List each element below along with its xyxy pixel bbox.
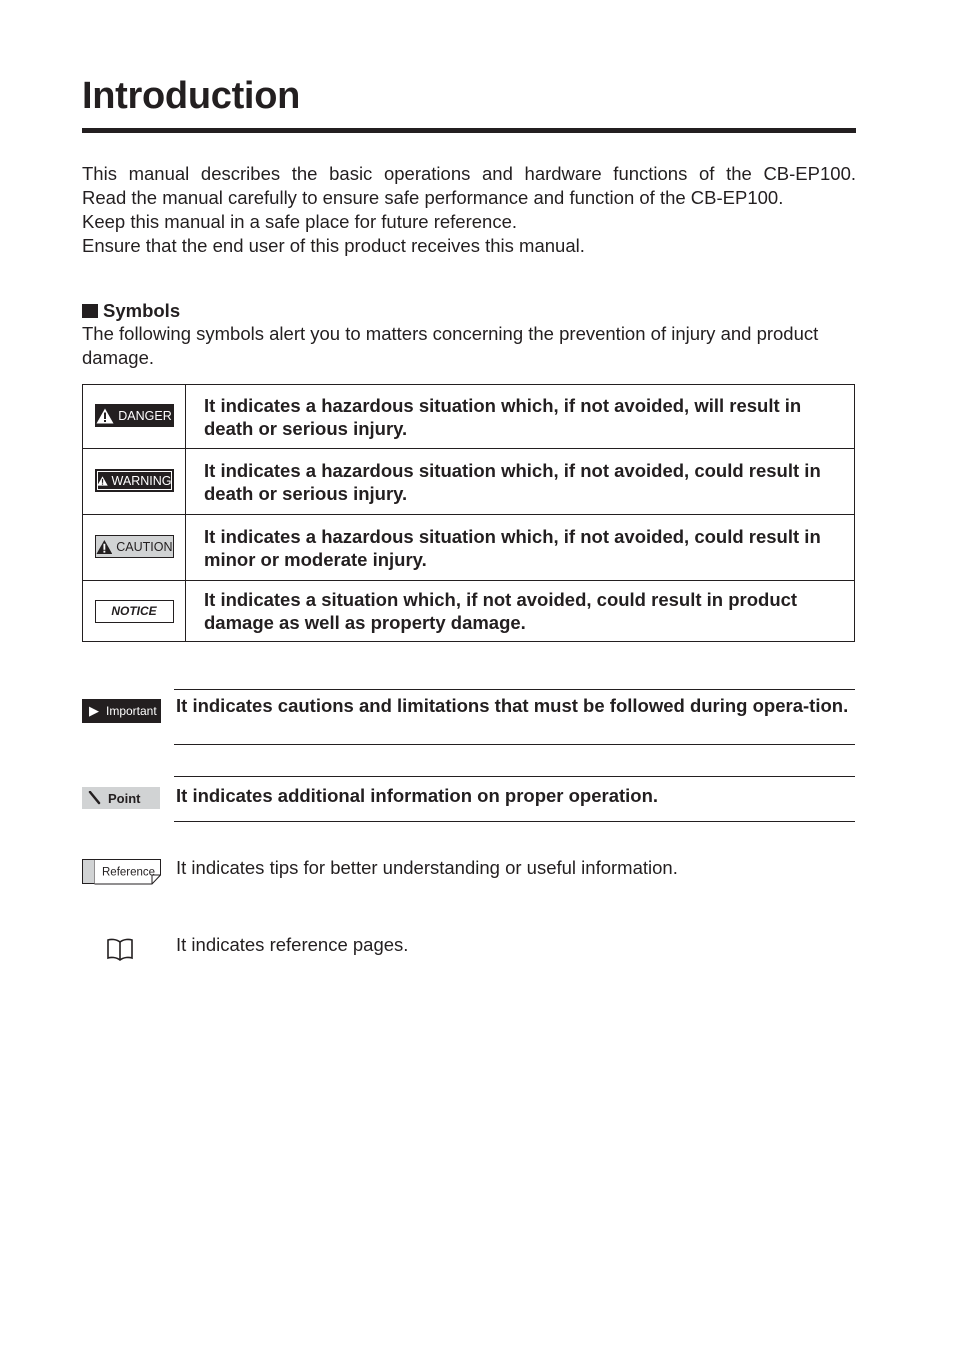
important-label: Important [106,704,157,718]
danger-description: It indicates a hazardous situation which, if not avoided, will result in death or serious injury. [186,385,855,449]
symbols-heading-text: Symbols [103,300,181,321]
danger-label: DANGER [118,408,172,423]
reference-badge [82,859,162,890]
intro-line: Ensure that the end user of this product receives this manual. [82,235,585,256]
reference-tag-icon [82,859,162,885]
table-row [83,581,855,642]
important-bottom-rule [174,744,855,745]
title-rule [82,128,856,133]
point-bottom-rule [174,821,855,822]
symbols-heading [82,299,180,323]
book-text: It indicates reference pages. [176,934,409,955]
warning-triangle-icon [96,539,113,555]
symbols-description: The following symbols alert you to matters concerning the prevention of injury and product damage. [82,323,819,368]
warning-triangle-icon [97,473,108,489]
point-label: Point [108,790,141,806]
danger-signal-badge [95,404,174,427]
warning-signal-badge [95,469,174,492]
important-top-rule [174,689,855,690]
table-row [83,515,855,581]
notice-label: NOTICE [111,604,157,618]
intro-line: This manual describes the basic operations and hardware functions of the CB-EP100. [82,163,856,184]
reference-text: It indicates tips for better understanding or useful information. [176,857,678,878]
intro-line: Keep this manual in a safe place for future reference. [82,211,518,232]
page-title: Introduction [82,75,301,117]
point-top-rule [174,776,855,777]
square-bullet-icon [82,304,98,318]
table-row [83,385,855,449]
pencil-icon [88,791,102,805]
warning-label: WARNING [111,473,172,488]
important-badge [82,699,161,723]
table-row [83,449,855,515]
warning-description: It indicates a hazardous situation which, if not avoided, could result in death or serious injury. [186,449,855,515]
important-text: It indicates cautions and limitations that must be followed during opera-tion. [176,695,849,716]
point-badge [82,787,160,809]
reference-label: Reference [102,866,156,879]
notice-signal-badge [95,600,174,623]
symbols-table [82,384,855,642]
play-arrow-icon: ▶ [89,703,99,718]
caution-label: CAUTION [116,539,173,554]
intro-text [82,162,856,258]
intro-line: Read the manual carefully to ensure safe performance and function of the CB-EP100. [82,187,784,208]
caution-signal-badge [95,535,174,558]
point-text: It indicates additional information on proper operation. [176,785,659,806]
caution-description: It indicates a hazardous situation which, if not avoided, could result in minor or moderate injury. [186,515,855,581]
notice-description: It indicates a situation which, if not avoided, could result in product damage as well as property damage. [186,581,855,642]
book-icon [106,937,134,968]
warning-triangle-icon [96,408,114,424]
